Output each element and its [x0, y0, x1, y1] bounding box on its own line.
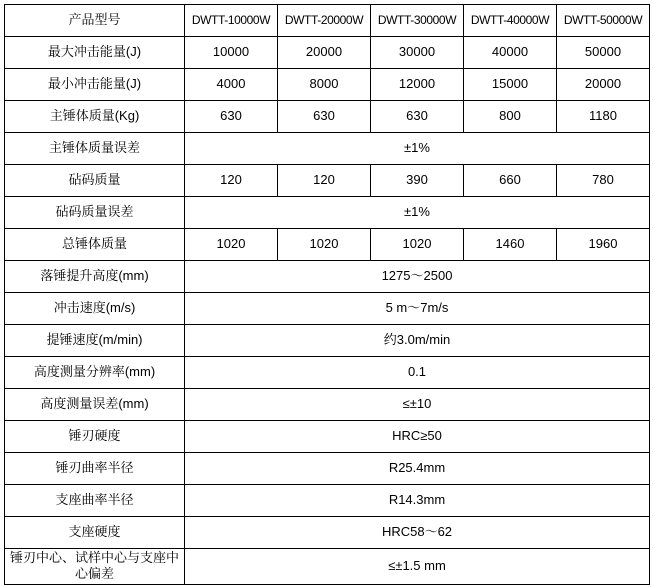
header-model-cell: DWTT-10000W — [185, 5, 278, 37]
table-row — [5, 37, 650, 69]
row-value-cell: 800 — [464, 101, 557, 133]
table-row — [5, 357, 650, 389]
header-model-cell: DWTT-20000W — [278, 5, 371, 37]
row-label-cell: 主锤体质量误差 — [5, 133, 185, 165]
row-merged-value-cell: R14.3mm — [185, 485, 650, 517]
row-value-cell: 30000 — [371, 37, 464, 69]
table-row — [5, 133, 650, 165]
table-row — [5, 549, 650, 585]
table-row — [5, 165, 650, 197]
table-row — [5, 517, 650, 549]
row-label-cell: 支座硬度 — [5, 517, 185, 549]
row-value-cell: 8000 — [278, 69, 371, 101]
row-merged-value-cell: ±1% — [185, 197, 650, 229]
row-value-cell: 120 — [278, 165, 371, 197]
table-row — [5, 453, 650, 485]
row-value-cell: 12000 — [371, 69, 464, 101]
row-value-cell: 660 — [464, 165, 557, 197]
table-row — [5, 421, 650, 453]
row-value-cell: 15000 — [464, 69, 557, 101]
row-label-cell: 锤刃曲率半径 — [5, 453, 185, 485]
table-row — [5, 229, 650, 261]
row-value-cell: 630 — [371, 101, 464, 133]
header-model-cell: DWTT-30000W — [371, 5, 464, 37]
table-header-row — [5, 5, 650, 37]
row-value-cell: 390 — [371, 165, 464, 197]
row-value-cell: 780 — [557, 165, 650, 197]
row-value-cell: 1020 — [371, 229, 464, 261]
row-value-cell: 4000 — [185, 69, 278, 101]
row-value-cell: 1180 — [557, 101, 650, 133]
row-value-cell: 40000 — [464, 37, 557, 69]
row-merged-value-cell: ≤±1.5 mm — [185, 549, 650, 585]
table-row — [5, 293, 650, 325]
row-label-cell: 冲击速度(m/s) — [5, 293, 185, 325]
table-row — [5, 389, 650, 421]
row-label-cell: 提锤速度(m/min) — [5, 325, 185, 357]
row-label-cell: 最小冲击能量(J) — [5, 69, 185, 101]
row-value-cell: 120 — [185, 165, 278, 197]
row-value-cell: 1020 — [278, 229, 371, 261]
table-row — [5, 101, 650, 133]
table-body — [5, 5, 650, 585]
table-row — [5, 485, 650, 517]
row-merged-value-cell: 5 m～7m/s — [185, 293, 650, 325]
row-label-cell: 高度测量分辨率(mm) — [5, 357, 185, 389]
table-row — [5, 325, 650, 357]
row-value-cell: 50000 — [557, 37, 650, 69]
row-merged-value-cell: R25.4mm — [185, 453, 650, 485]
row-label-cell: 砧码质量 — [5, 165, 185, 197]
row-merged-value-cell: ≤±10 — [185, 389, 650, 421]
row-label-cell: 锤刃中心、试样中心与支座中心偏差 — [5, 549, 185, 585]
row-value-cell: 20000 — [557, 69, 650, 101]
row-label-cell: 高度测量误差(mm) — [5, 389, 185, 421]
header-model-cell: DWTT-50000W — [557, 5, 650, 37]
row-label-cell: 总锤体质量 — [5, 229, 185, 261]
row-label-cell: 落锤提升高度(mm) — [5, 261, 185, 293]
row-value-cell: 10000 — [185, 37, 278, 69]
header-model-cell: DWTT-40000W — [464, 5, 557, 37]
row-value-cell: 1020 — [185, 229, 278, 261]
row-label-cell: 主锤体质量(Kg) — [5, 101, 185, 133]
row-merged-value-cell: HRC58～62 — [185, 517, 650, 549]
row-value-cell: 630 — [278, 101, 371, 133]
header-label-cell: 产品型号 — [5, 5, 185, 37]
table-row — [5, 69, 650, 101]
product-specification-table — [4, 4, 650, 585]
row-label-cell: 最大冲击能量(J) — [5, 37, 185, 69]
row-value-cell: 1460 — [464, 229, 557, 261]
table-row — [5, 197, 650, 229]
row-label-cell: 支座曲率半径 — [5, 485, 185, 517]
row-label-cell: 锤刃硬度 — [5, 421, 185, 453]
row-merged-value-cell: 约3.0m/min — [185, 325, 650, 357]
table-row — [5, 261, 650, 293]
row-label-cell: 砧码质量误差 — [5, 197, 185, 229]
row-merged-value-cell: 1275～2500 — [185, 261, 650, 293]
row-value-cell: 20000 — [278, 37, 371, 69]
row-value-cell: 1960 — [557, 229, 650, 261]
row-merged-value-cell: ±1% — [185, 133, 650, 165]
row-value-cell: 630 — [185, 101, 278, 133]
row-merged-value-cell: 0.1 — [185, 357, 650, 389]
row-merged-value-cell: HRC≥50 — [185, 421, 650, 453]
